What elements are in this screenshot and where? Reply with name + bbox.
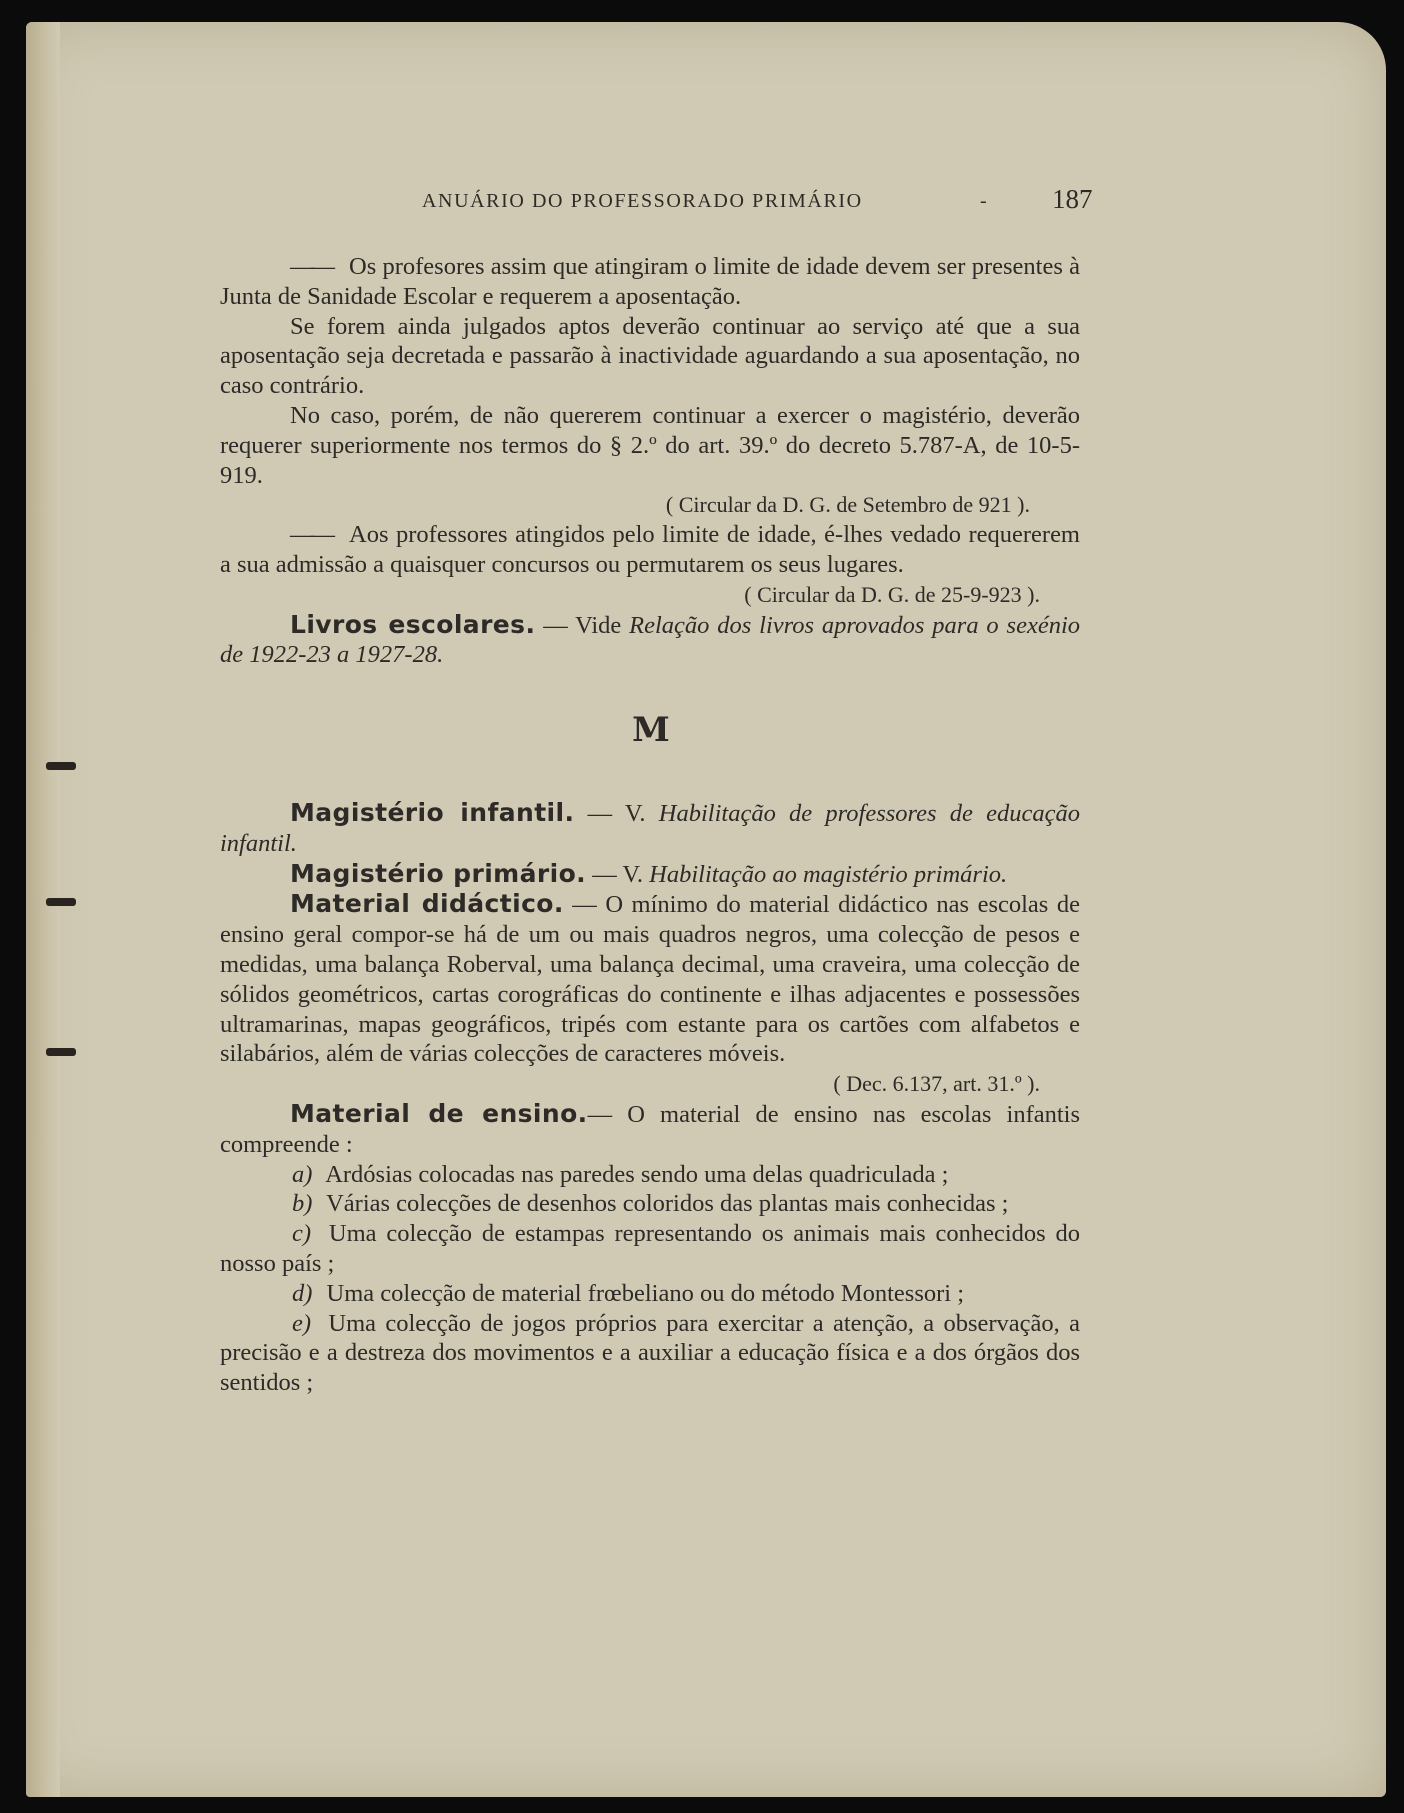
entry-text: — O material de ensino nas escolas infantis compreende : [220,1100,1080,1158]
entry-separator: — V. [586,860,650,888]
entry-material-didactico [220,889,1080,1097]
paragraph-text: Os profesores assim que atingiram o limite de idade devem ser presentes à Junta de Sanidade Escolar e requerem a aposentação. [220,253,1080,310]
dash-rule: —— [290,253,331,280]
binding-mark [46,1048,76,1056]
page-binding-edge [26,22,60,1797]
entry-heading: Magistério infantil. [290,797,575,827]
list-item-label: d) [292,1279,313,1307]
entry-magisterio-infantil [220,798,1080,859]
page-number: 187 [1052,184,1093,214]
dash-rule: —— [290,521,331,549]
citation: ( Dec. 6.137, art. 31.º ). [833,1071,1040,1097]
header-title: ANUÁRIO DO PROFESSORADO PRIMÁRIO [422,190,863,212]
section-letter: M [632,710,668,751]
list-item [220,1309,1080,1398]
entry-text: — O mínimo do material didáctico nas escolas de ensino geral compor-se há de um ou mais quadros negros, uma colecção de pesos e medidas, uma balança Roberval, uma balança decimal, uma craveira, uma colecção de sólidos geométricos, cartas corográficas do continente e ilhas adjacentes e possessões ultramarinas, mapas geográficos, tripés com estante para os cartões com alfabetos e silabários, além de várias colecções de caracteres móveis. [220,891,1080,1068]
list-item [220,1160,1080,1190]
paragraph-text: Aos professores atingidos pelo limite de idade, é-lhes vedado requererem a sua admissão a quaisquer concursos ou permutarem os seus lugares. [220,521,1080,578]
entry-livros-escolares [220,610,1080,671]
binding-mark [46,898,76,906]
entry-material-ensino [220,1099,1080,1160]
cross-reference: Habilitação ao magistério primário. [649,860,1008,888]
list-item-text: Uma colecção de jogos próprios para exercitar a atenção, a observação, a precisão e a destreza dos movimentos e a auxiliar a educação física e a dos órgãos dos sentidos ; [220,1309,1080,1397]
entry-heading: Livros escolares. [290,609,536,639]
paragraph-retirement [220,252,1080,312]
list-item-label: e) [292,1309,312,1337]
entry-separator: — Vide [535,611,630,639]
citation: ( Circular da D. G. de 25-9-923 ). [744,581,1040,607]
list-item-label: a) [292,1160,313,1188]
list-item-text: Ardósias colocadas nas paredes sendo uma delas quadriculada ; [325,1160,949,1188]
entry-heading: Magistério primário. [290,858,587,888]
header-dash: - [980,190,987,212]
list-item-label: c) [292,1220,312,1248]
entry-magisterio-primario [220,859,1080,890]
entry-heading: Material de ensino. [290,1098,588,1128]
citation: ( Circular da D. G. de Setembro de 921 ). [665,492,1030,518]
paragraph-concursos [220,520,1080,607]
paragraph-aptos: Se forem ainda julgados aptos deverão continuar ao serviço até que a sua aposentação seja decretada e passarão à inactividade aguardando a sua aposentação, no caso contrário. [220,312,1080,400]
list-item [220,1279,1080,1309]
paragraph-magisterio: No caso, porém, de não quererem continuar a exercer o magistério, deverão requerer superiormente nos termos do § 2.º do art. 39.º do decreto 5.787-A, de 10-5-919. [220,401,1080,489]
entry-separator: — V. [574,799,659,827]
list-item-text: Uma colecção de estampas representando os animais mais conhecidos do nosso país ; [220,1220,1080,1277]
list-item-label: b) [292,1190,313,1218]
binding-mark [46,762,76,770]
cross-reference: Habilitação de professores de educação infantil. [220,799,1081,857]
cross-reference: Relação dos livros aprovados para o sexénio de 1922-23 a 1927-28. [220,611,1080,669]
entry-heading: Material didáctico. [290,889,564,919]
list-item-text: Uma colecção de material frœbeliano ou do método Montessori ; [326,1279,965,1307]
list-item-text: Várias colecções de desenhos coloridos das plantas mais conhecidas ; [326,1190,1009,1218]
page-body [220,252,1080,1398]
list-item [220,1189,1080,1219]
list-item [220,1219,1080,1279]
